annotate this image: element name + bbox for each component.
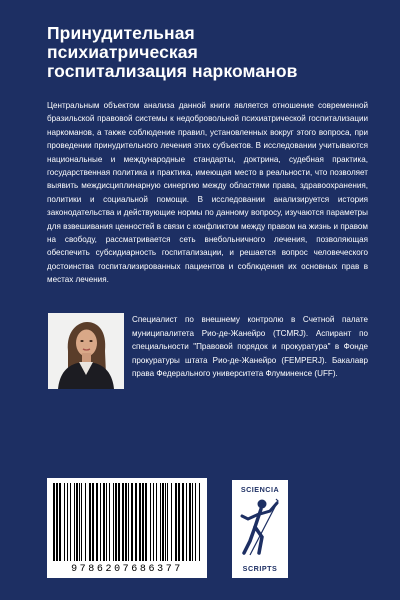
barcode-bar <box>56 483 58 561</box>
barcode-bar <box>167 483 168 561</box>
barcode-bar <box>64 483 65 561</box>
barcode-bar <box>192 483 193 561</box>
barcode-bar <box>150 483 151 561</box>
barcode-bar <box>160 483 161 561</box>
barcode-bar <box>131 483 133 561</box>
barcode-bar <box>79 483 80 561</box>
barcode-bar <box>59 483 61 561</box>
barcode-bar <box>195 483 196 561</box>
isbn-barcode <box>47 478 207 578</box>
barcode-bar <box>199 483 200 561</box>
barcode-bar <box>76 483 78 561</box>
barcode-bar <box>89 483 91 561</box>
barcode-bar <box>92 483 94 561</box>
barcode-bar <box>182 483 184 561</box>
author-photo <box>48 313 124 389</box>
book-title-line: госпитализация наркоманов <box>47 61 298 81</box>
barcode-bar <box>109 483 110 561</box>
barcode-bar <box>74 483 75 561</box>
barcode-bar <box>106 483 107 561</box>
barcode-bar <box>142 483 144 561</box>
book-title-line: психиатрическая <box>47 42 198 62</box>
barcode-bar <box>67 483 68 561</box>
barcode-bar <box>186 483 187 561</box>
barcode-bar <box>122 483 124 561</box>
barcode-bar <box>139 483 141 561</box>
book-title-line: Принудительная <box>47 23 195 43</box>
barcode-bar <box>70 483 71 561</box>
barcode-bar <box>178 483 180 561</box>
publisher-logo-top-text: SCIENCIA <box>240 485 280 494</box>
author-bio: Специалист по внешнему контролю в Счетной палате муниципалитета Рио-де-Жанейро (TCMRJ). Аспирант по специальности "Правовой порядок и прокуратура" в Фонде прокуратуры штата Рио-де-Жанейро (FEMPERJ). Бакалавр права Федерального университета Флуминенсе (UFF). <box>132 315 368 379</box>
barcode-bar <box>85 483 86 561</box>
book-description: Центральным объектом анализа данной книги является отношение современной бразильской правовой системы к недобровольной психиатрической госпитализации наркоманов, а также соблюдение правил, установленных вокруг этого вопроса, при проведении принудительного лечения этих субъектов. В исследовании учитываются национальные и международные стандарты, доктрина, судебная практика, государственная политика и практика, имеющая место в реальности, что позволяет выявить междисциплинарную синергию между областями права, здравоохранения, политики и социальной помощи. В исследовании анализируется история законодательства и действующие нормы по данному вопросу, изучаются параметры для взвешивания ценностей в связи с конфликтом между правом на жизнь и правом на свободу, рассматривается сеть внебольничного лечения, позволяющая обеспечить субсидиарность госпитализации, и решается вопрос человеческого достоинства госпитализированных пациентов и соблюдения их основных прав в местах лечения. <box>47 101 368 285</box>
barcode-bar <box>115 483 117 561</box>
barcode-bar <box>135 483 137 561</box>
barcode-bar <box>113 483 114 561</box>
publisher-logo-bottom-text: SCRIPTS <box>242 564 278 573</box>
barcode-bar <box>103 483 105 561</box>
barcode-bar <box>96 483 98 561</box>
running-figure-icon <box>240 497 280 559</box>
barcode-bar <box>100 483 101 561</box>
barcode-bar <box>153 483 154 561</box>
author-portrait-icon <box>48 313 124 389</box>
isbn-number: 9786207686377 <box>71 564 183 575</box>
barcode-bar <box>171 483 172 561</box>
barcode-bar <box>162 483 164 561</box>
barcode-bar <box>81 483 82 561</box>
barcode-bar <box>128 483 129 561</box>
barcode-bar <box>189 483 191 561</box>
barcode-bar <box>125 483 127 561</box>
barcode-bar <box>165 483 166 561</box>
barcode-bars <box>53 483 201 563</box>
barcode-bar <box>175 483 177 561</box>
barcode-bar <box>145 483 147 561</box>
book-title <box>47 24 367 81</box>
barcode-bar <box>53 483 55 561</box>
barcode-bar <box>156 483 157 561</box>
publisher-logo <box>232 480 288 578</box>
barcode-bar <box>118 483 120 561</box>
